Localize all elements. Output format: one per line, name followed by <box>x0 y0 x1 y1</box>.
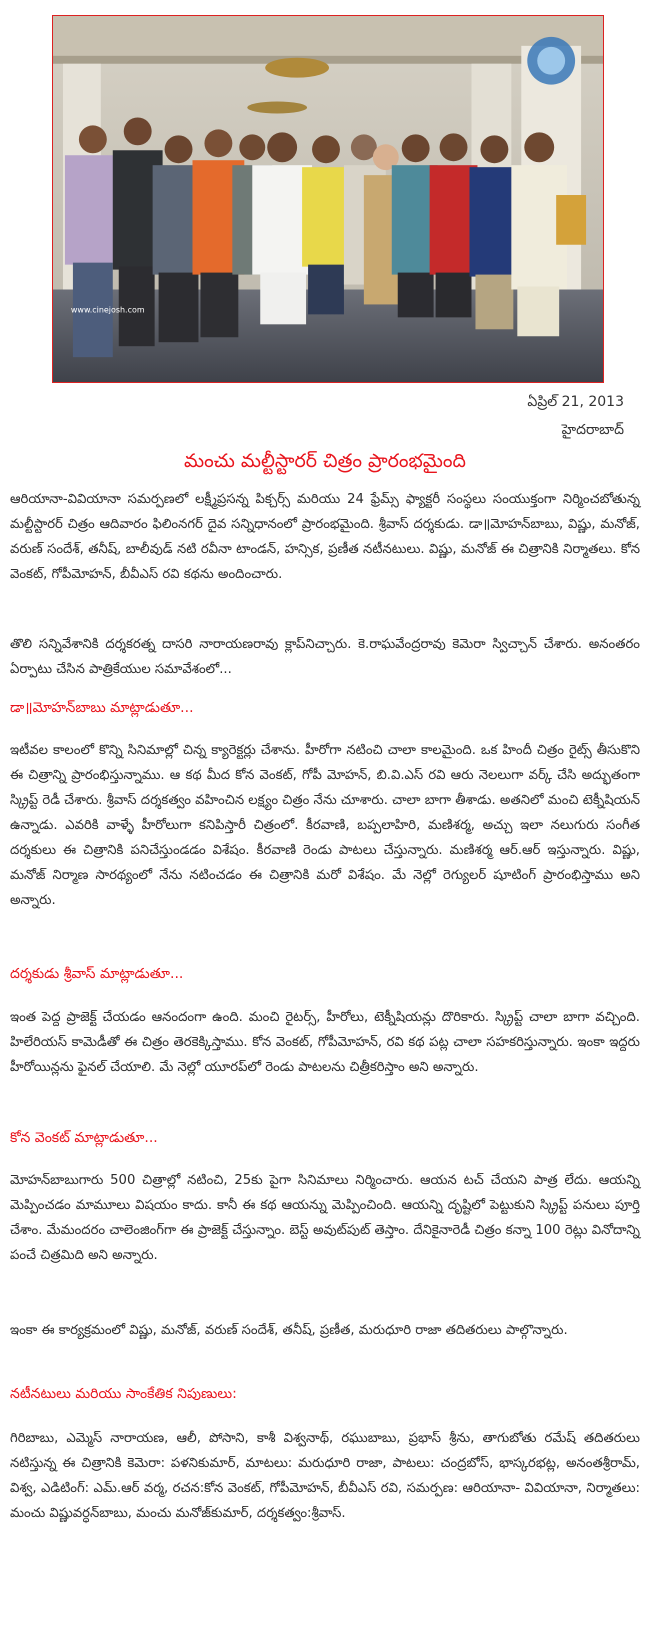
intro-paragraph: ఆరియానా-వివియానా సమర్పణలో లక్ష్మీప్రసన్న పిక్చర్స్ మరియు 24 ఫ్రేమ్స్ ఫ్యాక్టరీ సంస్థలు సంయుక్తంగా నిర్మించబోతున్న మల్టీస్టారర్ చిత్రం ఆదివారం ఫిలింనగర్ దైవ సన్నిధానంలో ప్రారంభమైంది. శ్రీవాస్ దర్శకుడు. డా॥మోహన్‌బాబు, విష్ణు, మనోజ్, వరుణ్ సందేశ్, తనీష్, బాలీవుడ్ నటి రవీనా టాండన్, హన్సిక, ప్రణీత నటీనటులు. విష్ణు, మనోజ్ ఈ చిత్రానికి నిర్మాతలు. కోన వెంకట్, గోపీమోహన్, బీవీఎస్ రవి కథను అందించారు. <box>10 492 640 582</box>
cast-crew-subheading: నటీనటులు మరియు సాంకేతిక నిపుణులు: <box>10 1386 237 1402</box>
article-place: హైదరాబాద్ <box>561 422 624 438</box>
cast-crew-paragraph: గిరిబాబు, ఎమ్మెస్ నారాయణ, ఆలీ, పోసాని, కాశీ విశ్వనాథ్, రఘుబాబు, ప్రభాస్ శ్రీను, తాగుబోతు రమేష్ తదితరులు నటిస్తున్న ఈ చిత్రానికి కెమెరా: పళనికుమార్, మాటలు: మరుధూరి రాజా, పాటలు: చంద్రబోస్, భాస్కరభట్ల, అనంతశ్రీరామ్, విశ్వ, ఎడిటింగ్: ఎమ్.ఆర్ వర్మ, రచన:కోన వెంకట్, గోపీమోహన్, బీవీఎస్ రవి, సమర్పణ: ఆరియానా- వివియానా, నిర్మాతలు: మంచు విష్ణువర్ధన్‌బాబు, మంచు మనోజ్‌కుమార్, దర్శకత్వం:శ్రీవాస్. <box>10 1431 640 1521</box>
article-photo <box>52 15 604 383</box>
mohanbabu-quote: ఇటీవల కాలంలో కొన్ని సినిమాల్లో చిన్న క్యారెక్టర్లు చేశాను. హీరోగా నటించి చాలా కాలమైంది. ఒక హిందీ చిత్రం రైట్స్ తీసుకొని ఈ చిత్రాన్ని ప్రారంభిస్తున్నాము. ఆ కథ మీద కోన వెంకట్, గోపీ మోహన్, బి.వి.ఎస్ రవి ఆరు నెలలుగా వర్క్ చేసి అద్భుతంగా స్క్రిప్ట్ రెడీ చేశారు. శ్రీవాస్ దర్శకత్వం వహించిన లక్ష్యం చిత్రం నేను చూశారు. చాలా బాగా తీశాడు. అతనిలో మంచి టెక్నీషియన్ ఉన్నాడు. ఎవరికి వాళ్ళే హీరోలుగా కనిపిస్తారీ చిత్రంలో. కీరవాణి, బప్పలాహిరి, మణిశర్మ, అచ్చు ఇలా నలుగురు సంగీత దర్శకులు ఈ చిత్రానికి పనిచేస్తుండడం విశేషం. కీరవాణి రెండు పాటలు చేస్తున్నారు. మణిశర్మ ఆర్.ఆర్ ఇస్తున్నారు. విష్ణు, మనోజ్ నిర్మాణ సారథ్యంలో నేను నటించడం ఈ చిత్రానికి మరో విశేషం. మే నెల్లో రెగ్యులర్ షూటింగ్ ప్రారంభిస్తాము అని అన్నారు. <box>10 743 640 908</box>
article-date: ఏప్రిల్ 21, 2013 <box>527 394 624 410</box>
director-subheading: దర్శకుడు శ్రీవాస్ మాట్లాడుతూ... <box>10 966 184 982</box>
photo-watermark: www.cinejosh.com <box>70 305 145 315</box>
launch-paragraph: తొలి సన్నివేశానికి దర్శకరత్న దాసరి నారాయణరావు క్లాప్‌నిచ్చారు. కె.రాఘవేంద్రరావు కెమెరా స్విచ్చాన్ చేశారు. అనంతరం ఏర్పాటు చేసిన పాత్రికేయుల సమావేశంలో... <box>10 637 640 677</box>
kona-venkat-quote: మోహన్‌బాబుగారు 500 చిత్రాల్లో నటించి, 25కు పైగా సినిమాలు నిర్మించారు. ఆయన టచ్ చేయని పాత్ర లేదు. ఆయన్ని మెప్పించడం మామూలు విషయం కాదు. కానీ ఈ కథ ఆయన్ను మెప్పించింది. ఆయన్ని దృష్టిలో పెట్టుకుని స్క్రిప్ట్ పనులు పూర్తి చేశాం. మేమందరం చాలెంజింగ్‌గా ఈ ప్రాజెక్ట్ చేస్తున్నాం. బెస్ట్ అవుట్‌పుట్ తెస్తాం. దేనికైనారెడీ చిత్రం కన్నా 100 రెట్లు వినోదాన్ని పంచే చిత్రమిది అని అన్నారు. <box>10 1173 640 1263</box>
mohanbabu-subheading: డా॥మోహన్‌బాబు మాట్లాడుతూ... <box>10 700 194 716</box>
attendees-paragraph: ఇంకా ఈ కార్యక్రమంలో విష్ణు, మనోజ్, వరుణ్ సందేశ్, తనీష్, ప్రణీత, మరుధూరి రాజా తదితరులు పాల్గొన్నారు. <box>10 1323 568 1338</box>
kona-venkat-subheading: కోన వెంకట్ మాట్లాడుతూ... <box>10 1130 158 1146</box>
director-quote: ఇంత పెద్ద ప్రాజెక్ట్ చేయడం ఆనందంగా ఉంది. మంచి రైటర్స్, హీరోలు, టెక్నీషియన్లు దొరికారు. స్క్రిప్ట్ చాలా బాగా వచ్చింది. హిలేరియస్ కామెడీతో ఈ చిత్రం తెరకెక్కిస్తాము. కోన వెంకట్, గోపీమోహన్, రవి కథ పట్ల చాలా సహకరిస్తున్నారు. ఇంకా ఇద్దరు హీరోయిన్లను ఫైనల్ చేయాలి. మే నెల్లో యూరప్‌లో రెండు పాటలను చిత్రీకరిస్తాం అని అన్నారు. <box>10 1010 640 1075</box>
article-headline: మంచు మల్టీస్టారర్ చిత్రం ప్రారంభమైంది <box>184 450 466 472</box>
group-photo-illustration <box>53 16 603 382</box>
